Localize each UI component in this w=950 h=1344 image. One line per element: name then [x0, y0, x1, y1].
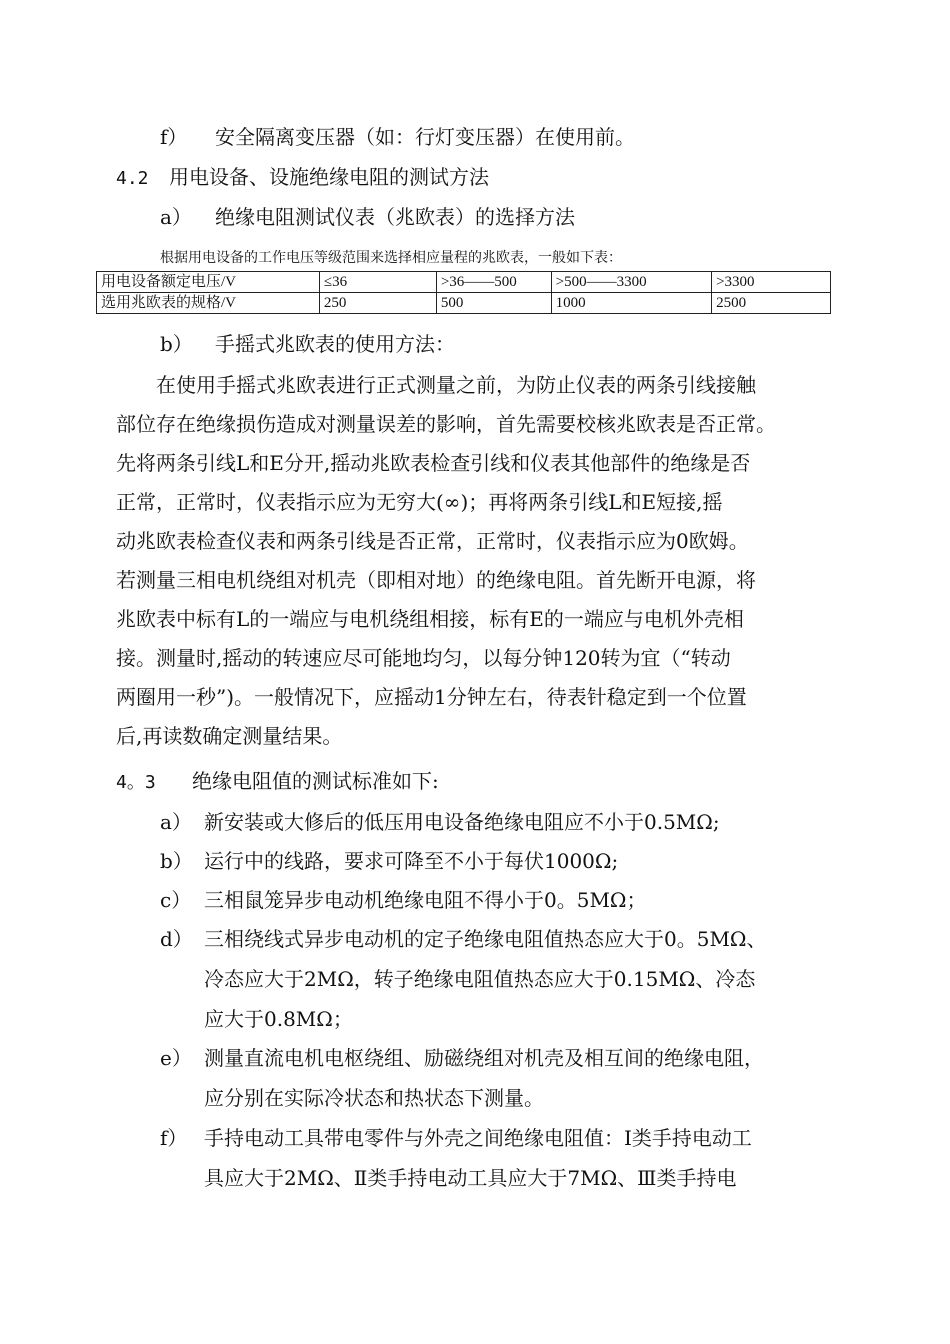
paragraph-line: 正常，正常时，仪表指示应为无穷大(∞)；再将两条引线L和E短接,摇: [116, 490, 723, 514]
section-4-2-heading: [116, 163, 489, 193]
item-label: a）: [160, 205, 192, 229]
paragraph-line: 部位存在绝缘损伤造成对测量误差的影响，首先需要校核兆欧表是否正常。: [116, 412, 776, 436]
item-label: b）: [160, 332, 193, 356]
item-label: f）: [160, 125, 188, 149]
section-4-3-heading: [116, 767, 439, 797]
list-item-text: 三相绕线式异步电动机的定子绝缘电阻值热态应大于0。5MΩ、: [204, 927, 767, 951]
list-item-label: d）: [160, 927, 193, 951]
item-text: 手摇式兆欧表的使用方法：: [215, 332, 455, 356]
table-cell: 2500: [712, 293, 831, 314]
item-a-line: [160, 203, 575, 231]
paragraph-line: 先将两条引线L和E分开,摇动兆欧表检查引线和仪表其他部件的绝缘是否: [116, 451, 751, 475]
list-item-label: c）: [160, 888, 192, 912]
list-item-text: 应分别在实际冷状态和热状态下测量。: [204, 1086, 544, 1110]
paragraph-line: 兆欧表中标有L的一端应与电机绕组相接，标有E的一端应与电机外壳相: [116, 607, 744, 631]
megohmmeter-spec-table: [96, 271, 831, 314]
section-number: 4.2: [116, 168, 149, 189]
row-header-cell: 选用兆欧表的规格/V: [97, 293, 320, 314]
table-cell: 250: [319, 293, 436, 314]
paragraph-line: 在使用手摇式兆欧表进行正式测量之前，为防止仪表的两条引线接触: [116, 373, 756, 397]
item-text: 绝缘电阻测试仪表（兆欧表）的选择方法: [215, 205, 575, 229]
table-cell: 1000: [551, 293, 711, 314]
table-cell: 500: [436, 293, 551, 314]
list-item-label: f）: [160, 1126, 188, 1150]
list-item-label: a）: [160, 810, 192, 834]
table-note: 根据用电设备的工作电压等级范围来选择相应量程的兆欧表，一般如下表：: [160, 250, 622, 266]
table-row: [97, 293, 831, 314]
table-cell: >500——3300: [551, 272, 711, 293]
table-cell: >3300: [712, 272, 831, 293]
row-header-cell: 用电设备额定电压/V: [97, 272, 320, 293]
list-item-text: 新安装或大修后的低压用电设备绝缘电阻应不小于0.5MΩ;: [204, 810, 720, 834]
list-item-label: b）: [160, 849, 193, 873]
list-item-text: 具应大于2MΩ、Ⅱ类手持电动工具应大于7MΩ、Ⅲ类手持电: [204, 1166, 737, 1190]
section-title: 绝缘电阻值的测试标准如下:: [192, 769, 439, 793]
paragraph-line: 两圈用一秒”)。一般情况下，应摇动1分钟左右，待表针稳定到一个位置: [116, 685, 747, 709]
usage-paragraph: [116, 366, 856, 756]
list-item-text: 手持电动工具带电零件与外壳之间绝缘电阻值：Ⅰ类手持电动工: [204, 1126, 752, 1150]
table-cell: >36——500: [436, 272, 551, 293]
paragraph-line: 后,再读数确定测量结果。: [116, 724, 343, 748]
table-cell: ≤36: [319, 272, 436, 293]
item-b-line: [160, 330, 455, 358]
list-item-text: 应大于0.8MΩ；: [204, 1007, 353, 1031]
list-item-text: 运行中的线路，要求可降至不小于每伏1000Ω;: [204, 849, 619, 873]
list-item-label: e）: [160, 1046, 192, 1070]
list-item-text: 测量直流电机电枢绕组、励磁绕组对机壳及相互间的绝缘电阻，: [204, 1046, 764, 1070]
item-text: 安全隔离变压器（如：行灯变压器）在使用前。: [215, 125, 635, 149]
paragraph-line: 接。测量时,摇动的转速应尽可能地均匀，以每分钟120转为宜（“转动: [116, 646, 731, 670]
list-item-text: 冷态应大于2MΩ，转子绝缘电阻值热态应大于0.15MΩ、冷态: [204, 967, 756, 991]
paragraph-line: 动兆欧表检查仪表和两条引线是否正常，正常时，仪表指示应为0欧姆。: [116, 529, 749, 553]
section-title: 用电设备、设施绝缘电阻的测试方法: [169, 165, 489, 189]
paragraph-line: 若测量三相电机绕组对机壳（即相对地）的绝缘电阻。首先断开电源，将: [116, 568, 756, 592]
list-item-text: 三相鼠笼异步电动机绝缘电阻不得小于0。5MΩ；: [204, 888, 647, 912]
item-f-line: [160, 123, 635, 151]
table-row: [97, 272, 831, 293]
section-number: 4。3: [116, 772, 156, 793]
